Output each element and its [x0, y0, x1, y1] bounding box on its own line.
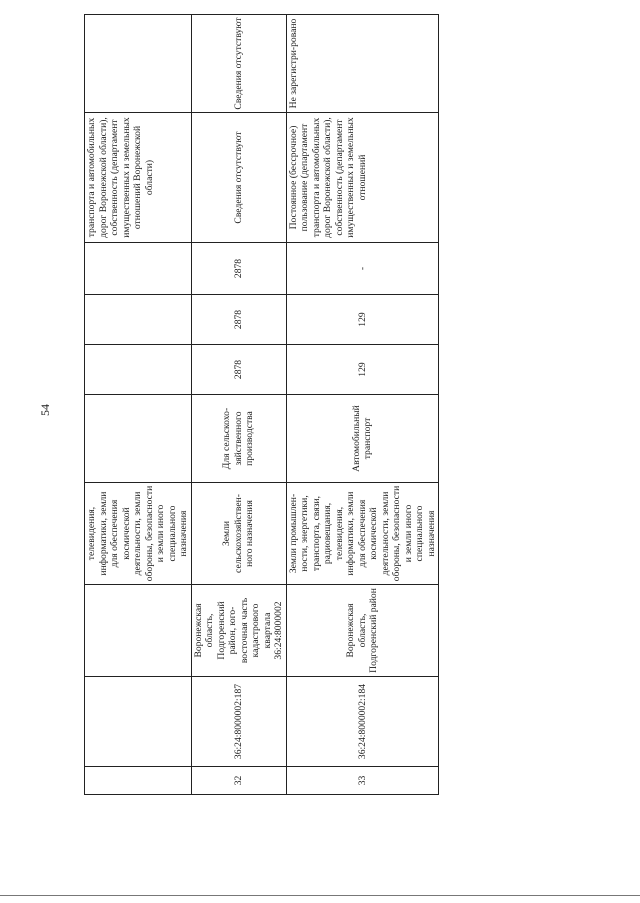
cadastral-number: 36:24:8000002:184 — [286, 677, 439, 767]
location: Воронежская область, Подгоренский район — [286, 585, 439, 677]
encumbrance: Не зарегистри-ровано — [286, 15, 439, 113]
area-value — [85, 243, 192, 295]
area-value: 2878 — [191, 295, 286, 345]
land-category: телевидения, информатики, земли для обеспечения космической деятельности, земли обороны, безопасности и земли иного специального назначения — [85, 483, 192, 585]
area-value: 129 — [286, 295, 439, 345]
area-value — [85, 295, 192, 345]
land-category: Земли промышлен-ности, энергетики, транспорта, связи, радиовещания, телевидения, информатики, земли для обеспечения космической деятельности, земли обороны, безопасности и земли иного специального назначения — [286, 483, 439, 585]
row-number: 33 — [286, 767, 439, 795]
location — [85, 585, 192, 677]
area-value: - — [286, 243, 439, 295]
permitted-use: Автомобильный транспорт — [286, 395, 439, 483]
table-row — [286, 15, 439, 795]
land-category: Земли сельскохозяйствен-ного назначения — [191, 483, 286, 585]
row-number — [85, 767, 192, 795]
land-parcels-table — [84, 14, 439, 795]
rights-holder: Постоянное (бессрочное) пользование (департамент транспорта и автомобильных дорог Воронежской области), собственность (департамент имущественных и земельных отношений — [286, 113, 439, 243]
permitted-use — [85, 395, 192, 483]
rights-holder: Сведения отсутствуют — [191, 113, 286, 243]
row-number: 32 — [191, 767, 286, 795]
page-number: 54 — [38, 404, 52, 416]
area-value: 2878 — [191, 345, 286, 395]
table-row — [191, 15, 286, 795]
rights-holder: транспорта и автомобильных дорог Воронежской области), собственность (департамент имущественных и земельных отношений Воронежской области) — [85, 113, 192, 243]
encumbrance — [85, 15, 192, 113]
table-row — [85, 15, 192, 795]
area-value — [85, 345, 192, 395]
cadastral-number — [85, 677, 192, 767]
area-value: 2878 — [191, 243, 286, 295]
permitted-use: Для сельскохо-зяйственного производства — [191, 395, 286, 483]
cadastral-number: 36:24:8000002:187 — [191, 677, 286, 767]
encumbrance: Сведения отсутствуют — [191, 15, 286, 113]
rotated-table-container — [84, 15, 437, 795]
location: Воронежская область, Подгоренский район, юго-восточная часть кадастрового квартала 36:24:8000002 — [191, 585, 286, 677]
page-edge-line — [0, 895, 640, 896]
area-value: 129 — [286, 345, 439, 395]
